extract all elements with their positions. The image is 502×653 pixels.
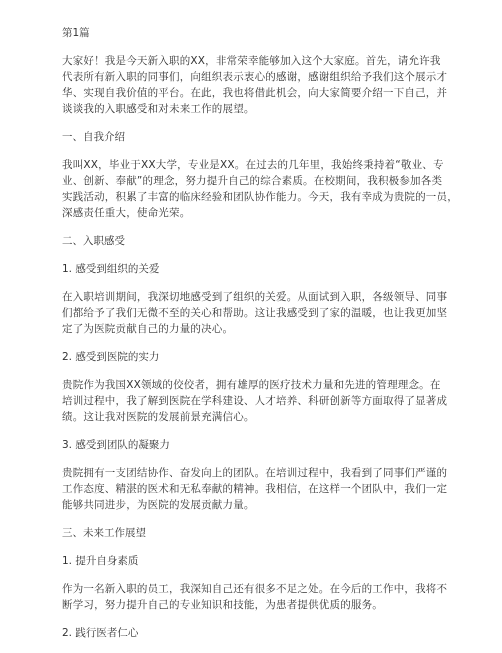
self-improvement-paragraph xyxy=(62,581,448,613)
team-cohesion-line: 能够共同进步，为医院的发展贡献力量。 xyxy=(62,499,255,511)
hospital-strength-line: 绩。这让我对医院的发展前景充满信心。 xyxy=(62,411,255,423)
team-cohesion-paragraph xyxy=(62,465,448,513)
hospital-strength-line: 贵院作为我国XX领域的佼佼者，拥有雄厚的医疗技术力量和先进的管理理念。在 xyxy=(62,379,441,391)
self-intro-line: 业、创新、奉献”的理念，努力提升自己的综合素质。在校期间，我积极参加各类 xyxy=(62,175,443,187)
intro-line: 谈谈我的入职感受和对未来工作的展望。 xyxy=(62,103,255,115)
intro-line: 代表所有新入职的同事们，向组织表示衷心的感谢，感谢组织给予我们这个展示才 xyxy=(62,71,448,83)
organization-care-line: 们都给予了我们无微不至的关心和帮助。这让我感受到了家的温暖，也让我更加坚 xyxy=(62,307,448,319)
hospital-strength-line: 培训过程中，我了解到医院在学科建设、人才培养、科研创新等方面取得了显著成 xyxy=(62,395,448,407)
section-heading-self-intro: 一、自我介绍 xyxy=(62,131,125,143)
organization-care-line: 在入职培训期间，我深切地感受到了组织的关爱。从面试到入职，各级领导、同事 xyxy=(62,291,448,303)
self-intro-paragraph xyxy=(62,157,458,221)
section-heading-onboarding-feelings: 二、入职感受 xyxy=(62,235,125,247)
self-intro-line: 我叫XX，毕业于XX大学，专业是XX。在过去的几年里，我始终秉持着“敬业、专 xyxy=(62,159,444,171)
team-cohesion-line: 工作态度、精湛的医术和无私奉献的精神。我相信，在这样一个团队中，我们一定 xyxy=(62,483,448,495)
section-heading-future-outlook: 三、未来工作展望 xyxy=(62,527,146,539)
team-cohesion-line: 贵院拥有一支团结协作、奋发向上的团队。在培训过程中，我看到了同事们严谨的 xyxy=(62,467,448,479)
self-improvement-line: 作为一名新入职的员工，我深知自己还有很多不足之处。在今后的工作中，我将不 xyxy=(62,583,448,595)
document-content xyxy=(62,25,458,653)
subheading-hospital-strength: 2. 感受到医院的实力 xyxy=(62,351,160,363)
subheading-medical-benevolence: 2. 践行医者仁心 xyxy=(62,627,139,639)
subheading-team-cohesion: 3. 感受到团队的凝聚力 xyxy=(62,439,170,451)
intro-line: 大家好！我是今天新入职的XX，非常荣幸能够加入这个大家庭。首先，请允许我 xyxy=(62,55,441,67)
self-intro-line: 实践活动，积累了丰富的临床经验和团队协作能力。今天，我有幸成为贵院的一员， xyxy=(62,191,458,203)
organization-care-line: 定了为医院贡献自己的力量的决心。 xyxy=(62,323,234,335)
organization-care-paragraph xyxy=(62,289,448,337)
hospital-strength-paragraph xyxy=(62,377,448,425)
subheading-self-improvement: 1. 提升自身素质 xyxy=(62,555,139,567)
intro-paragraph xyxy=(62,53,448,117)
self-improvement-line: 断学习，努力提升自己的专业知识和技能，为患者提供优质的服务。 xyxy=(62,599,383,611)
intro-line: 华、实现自我价值的平台。在此，我也将借此机会，向大家简要介绍一下自己，并 xyxy=(62,87,448,99)
page-label: 第1篇 xyxy=(62,27,90,39)
subheading-organization-care: 1. 感受到组织的关爱 xyxy=(62,263,160,275)
self-intro-line: 深感责任重大，使命光荣。 xyxy=(62,207,191,219)
